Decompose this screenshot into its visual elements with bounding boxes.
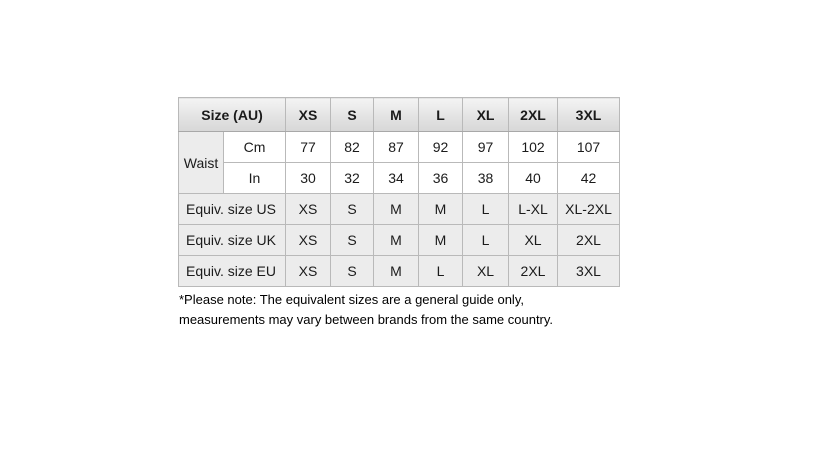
row-label-waist: Waist: [179, 132, 224, 194]
table-cell: L: [463, 225, 509, 256]
table-cell: 42: [558, 163, 620, 194]
table-cell: S: [331, 256, 374, 287]
table-cell: L-XL: [509, 194, 558, 225]
row-label-equiv-uk: Equiv. size UK: [179, 225, 286, 256]
table-cell: XL: [463, 256, 509, 287]
size-chart-block: [178, 97, 620, 330]
table-cell: 82: [331, 132, 374, 163]
column-header-2xl: 2XL: [509, 98, 558, 132]
equiv-size-us-row: [179, 194, 620, 225]
table-cell: XS: [286, 256, 331, 287]
column-header-xl: XL: [463, 98, 509, 132]
column-header-3xl: 3XL: [558, 98, 620, 132]
header-row: [179, 98, 620, 132]
row-label-equiv-us: Equiv. size US: [179, 194, 286, 225]
table-cell: 38: [463, 163, 509, 194]
table-cell: 40: [509, 163, 558, 194]
column-header-m: M: [374, 98, 419, 132]
column-header-xs: XS: [286, 98, 331, 132]
table-cell: 36: [419, 163, 463, 194]
table-cell: 32: [331, 163, 374, 194]
table-cell: L: [419, 256, 463, 287]
table-cell: 87: [374, 132, 419, 163]
unit-label-in: In: [224, 163, 286, 194]
table-cell: 97: [463, 132, 509, 163]
column-header-l: L: [419, 98, 463, 132]
table-cell: L: [463, 194, 509, 225]
footnote-text: *Please note: The equivalent sizes are a general guide only, measurements may vary between brands from the same country.: [179, 292, 554, 327]
table-cell: 3XL: [558, 256, 620, 287]
table-cell: S: [331, 194, 374, 225]
column-header-s: S: [331, 98, 374, 132]
table-cell: M: [419, 225, 463, 256]
table-cell: M: [374, 256, 419, 287]
table-cell: 2XL: [558, 225, 620, 256]
table-cell: 2XL: [509, 256, 558, 287]
column-header-size-au: Size (AU): [179, 98, 286, 132]
unit-label-cm: Cm: [224, 132, 286, 163]
table-cell: M: [374, 194, 419, 225]
row-label-equiv-eu: Equiv. size EU: [179, 256, 286, 287]
table-cell: S: [331, 225, 374, 256]
table-cell: XS: [286, 225, 331, 256]
size-chart-table: [178, 97, 620, 287]
table-cell: M: [374, 225, 419, 256]
waist-cm-row: [179, 132, 620, 163]
table-cell: XL: [509, 225, 558, 256]
table-cell: 30: [286, 163, 331, 194]
table-cell: 77: [286, 132, 331, 163]
table-cell: 34: [374, 163, 419, 194]
equiv-size-uk-row: [179, 225, 620, 256]
table-cell: 107: [558, 132, 620, 163]
table-cell: XL-2XL: [558, 194, 620, 225]
table-cell: 92: [419, 132, 463, 163]
table-cell: M: [419, 194, 463, 225]
waist-in-row: [179, 163, 620, 194]
table-cell: XS: [286, 194, 331, 225]
equiv-size-eu-row: [179, 256, 620, 287]
table-cell: 102: [509, 132, 558, 163]
